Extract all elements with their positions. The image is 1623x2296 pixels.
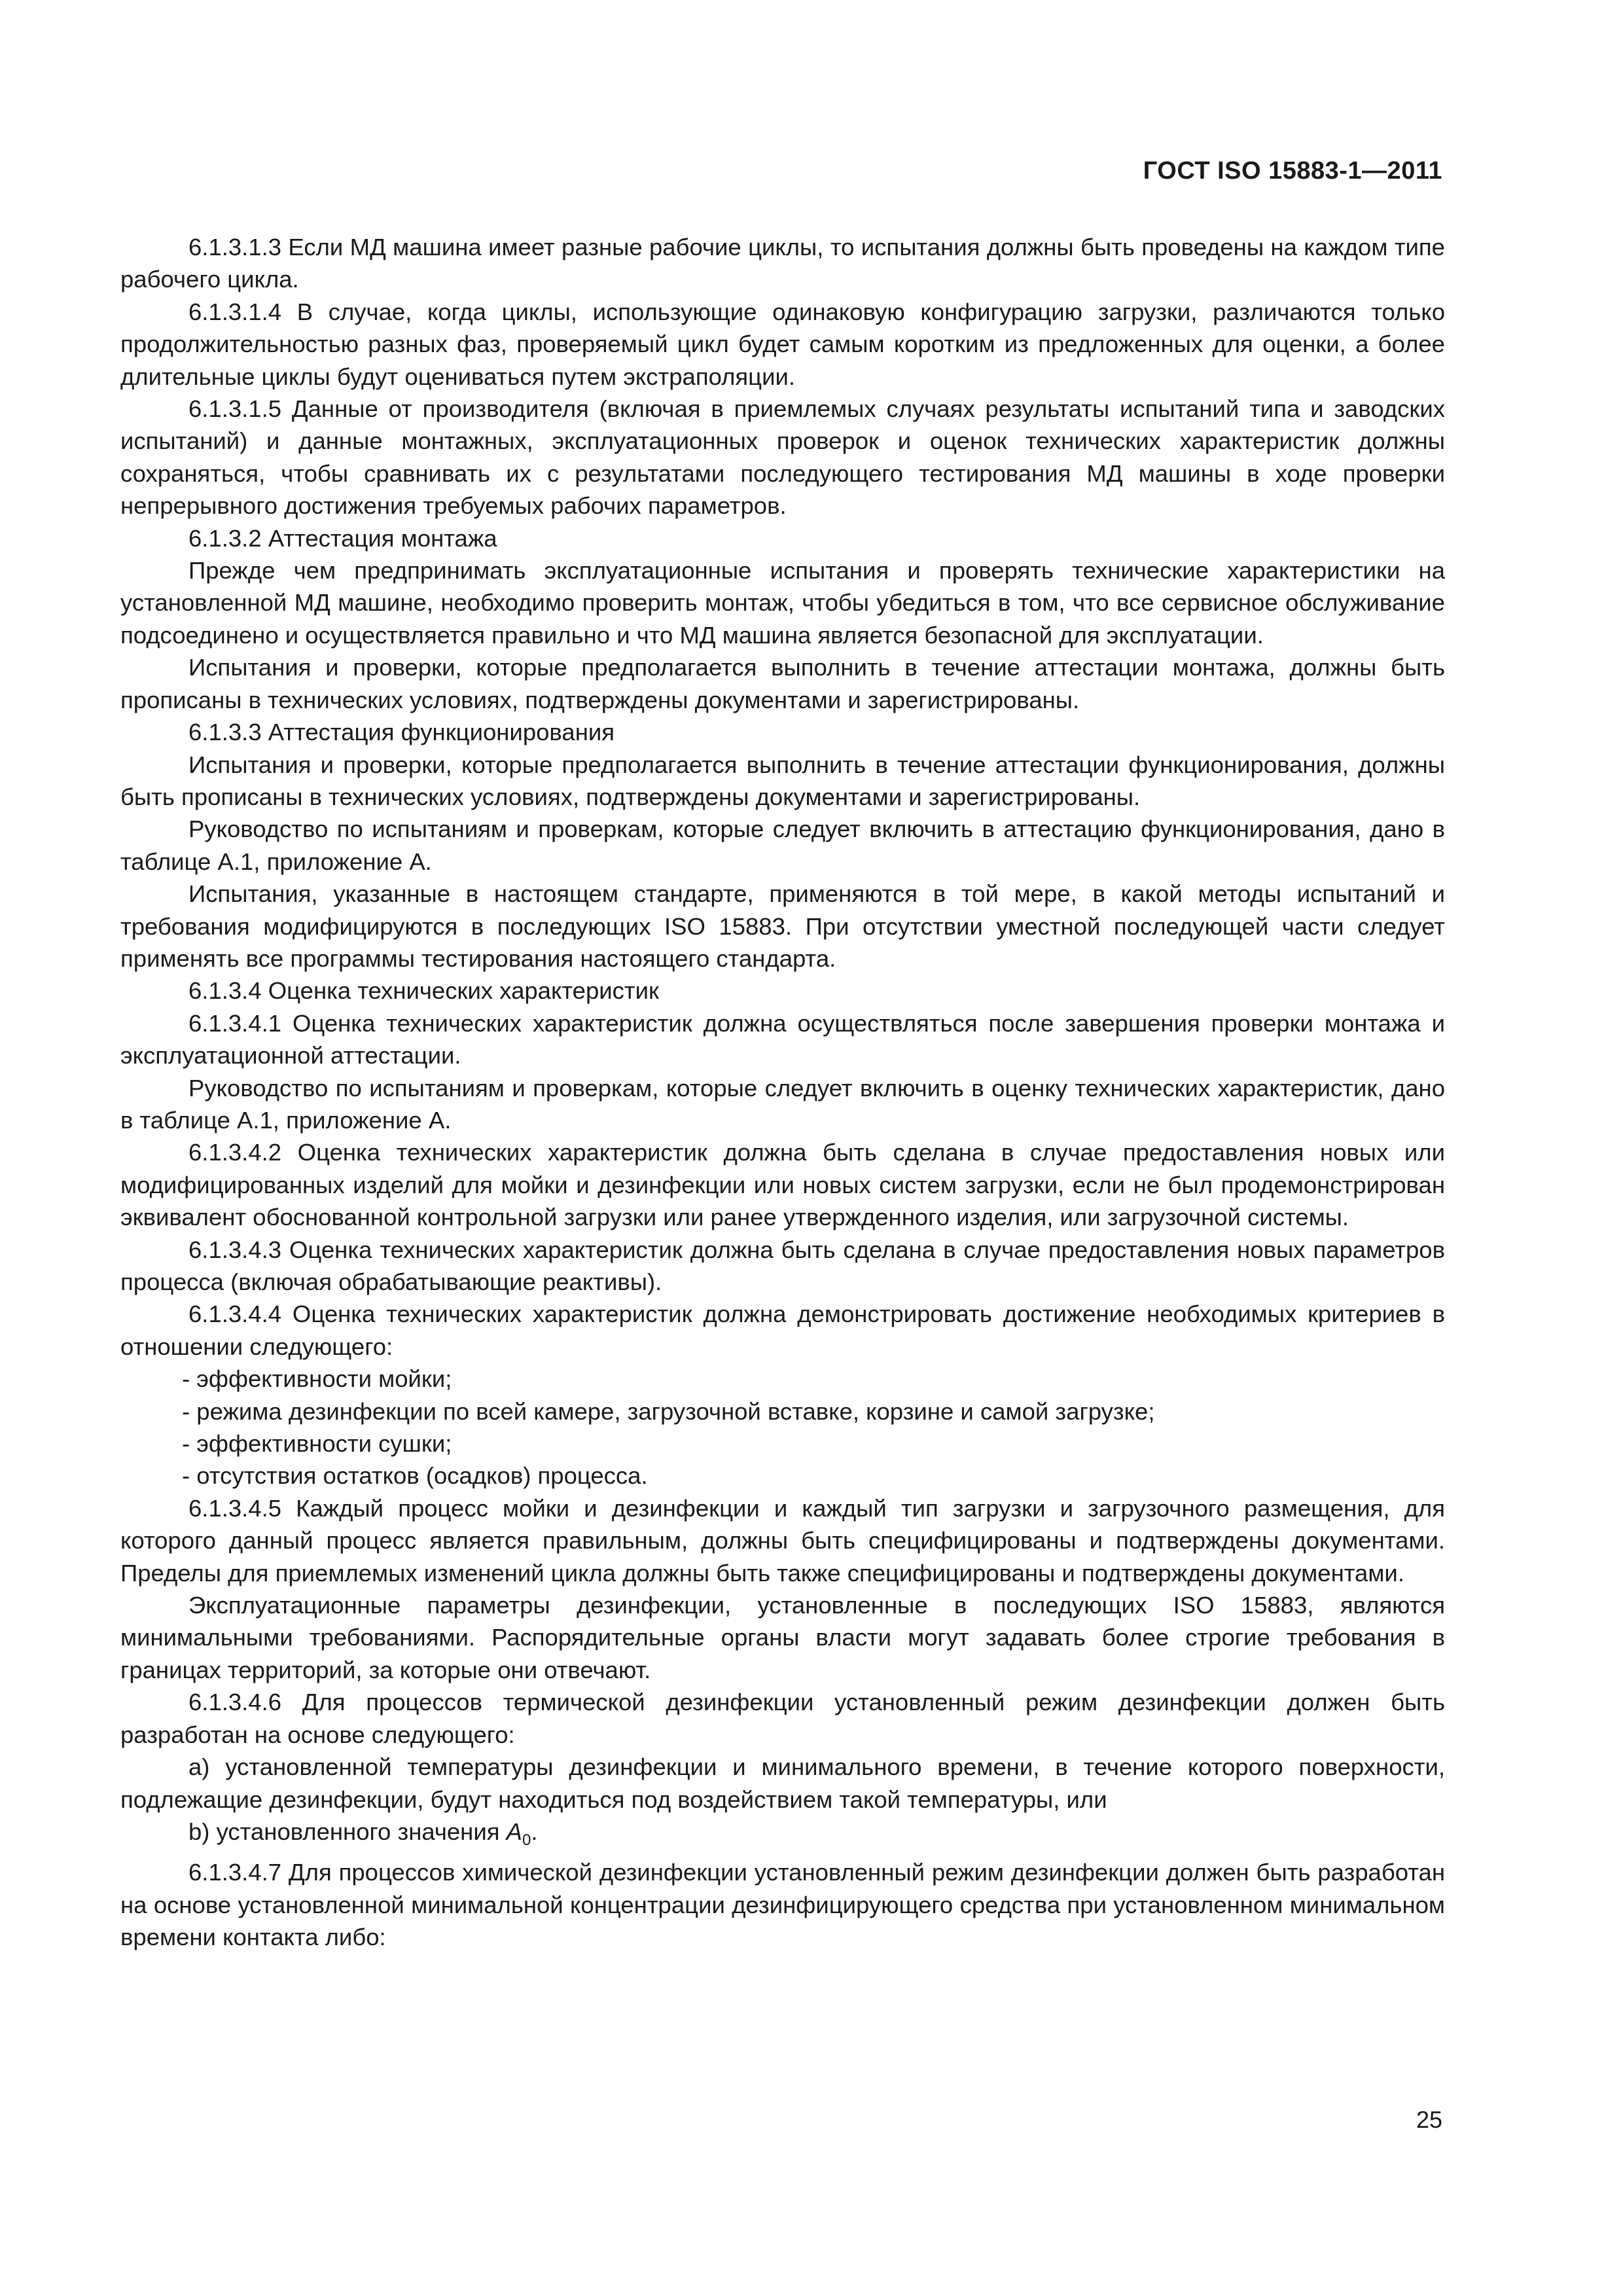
paragraph-installation-tests: Испытания и проверки, которые предполагается выполнить в течение аттестации монтажа, должны быть прописаны в технических условиях, подтверждены документами и зарегистрированы. — [120, 654, 1445, 713]
paragraph-installation-intro: Прежде чем предпринимать эксплуатационные испытания и проверять технические характеристики на установленной МД машине, необходимо проверить монтаж, чтобы убедиться в том, что все сервисное обслуживание подсоединено и осуществляется правильно и что МД машина является безопасной для эксплуатации. — [120, 557, 1445, 649]
paragraph-6-1-3-4-2: 6.1.3.4.2 Оценка технических характеристик должна быть сделана в случае предоставления новых или модифицированных изделий для мойки и дезинфекции или новых систем загрузки, если не был продемонстрирован эквивалент обоснованной контрольной загрузки или ранее утвержденного изделия, или загрузочной системы. — [120, 1139, 1445, 1231]
section-heading-6-1-3-3: 6.1.3.3 Аттестация функционирования — [188, 719, 615, 746]
paragraph-6-1-3-1-4: 6.1.3.1.4 В случае, когда циклы, использующие одинаковую конфигурацию загрузки, различаются только продолжительностью разных фаз, проверяемый цикл будет самым коротким из предложенных для оценки, а более длительные циклы будут оцениваться путем экстраполяции. — [120, 298, 1445, 390]
paragraph-6-1-3-1-5: 6.1.3.1.5 Данные от производителя (включая в приемлемых случаях результаты испытаний типа и заводских испытаний) и данные монтажных, эксплуатационных проверок и оценок технических характеристик должны сохраняться, чтобы сравнивать их с результатами последующего тестирования МД машины в ходе проверки непрерывного достижения требуемых рабочих параметров. — [120, 395, 1445, 520]
paragraph-operational-scope: Испытания, указанные в настоящем стандарте, применяются в той мере, в какой методы испытаний и требования модифицируются в последующих ISO 15883. При отсутствии уместной последующей части следует применять все программы тестирования настоящего стандарта. — [120, 880, 1445, 972]
list-item-disinfection: - режима дезинфекции по всей камере, загрузочной вставке, корзине и самой загрузке; — [182, 1397, 1155, 1425]
paragraph-6-1-3-4-7: 6.1.3.4.7 Для процессов химической дезинфекции установленный режим дезинфекции должен быть разработан на основе установленной минимальной концентрации дезинфицирующего средства при установленном минимальном времени контакта либо: — [120, 1859, 1445, 1951]
a0-symbol: A — [506, 1818, 522, 1845]
a0-subscript: 0 — [522, 1831, 531, 1849]
paragraph-6-1-3-4-1: 6.1.3.4.1 Оценка технических характеристик должна осуществляться после завершения проверки монтажа и эксплуатационной аттестации. — [120, 1009, 1445, 1069]
list-item-cleaning: - эффективности мойки; — [182, 1365, 452, 1393]
paragraph-6-1-3-4-3: 6.1.3.4.3 Оценка технических характеристик должна быть сделана в случае предоставления новых параметров процесса (включая обрабатывающие реактивы). — [120, 1236, 1445, 1295]
list-item-b-prefix: b) установленного значения — [188, 1818, 507, 1845]
paragraph-6-1-3-4-5: 6.1.3.4.5 Каждый процесс мойки и дезинфекции и каждый тип загрузки и загрузочного размещения, для которого данный процесс является правильным, должны быть специфицированы и подтверждены документами. Пределы для приемлемых изменений цикла должны быть также специфицированы и подтверждены документами. — [120, 1494, 1445, 1587]
section-heading-6-1-3-4: 6.1.3.4 Оценка технических характеристик — [188, 977, 659, 1005]
paragraph-6-1-3-1-3: 6.1.3.1.3 Если МД машина имеет разные рабочие циклы, то испытания должны быть проведены на каждом типе рабочего цикла. — [120, 234, 1445, 293]
list-item-residues: - отсутствия остатков (осадков) процесса. — [182, 1462, 648, 1490]
paragraph-disinfection-parameters: Эксплуатационные параметры дезинфекции, установленные в последующих ISO 15883, являются минимальными требованиями. Распорядительные органы власти могут задавать более строгие требования в границах территорий, за которые они отвечают. — [120, 1592, 1445, 1683]
list-item-a: а) установленной температуры дезинфекции и минимального времени, в течение которого поверхности, подлежащие дезинфекции, будут находиться под воздействием такой температуры, или — [120, 1753, 1445, 1813]
page-number: 25 — [1416, 2106, 1442, 2133]
list-item-b-suffix: . — [531, 1818, 538, 1845]
section-heading-6-1-3-2: 6.1.3.2 Аттестация монтажа — [188, 524, 497, 552]
paragraph-6-1-3-4-6: 6.1.3.4.6 Для процессов термической дезинфекции установленный режим дезинфекции должен быть разработан на основе следующего: — [120, 1689, 1445, 1748]
paragraph-operational-tests: Испытания и проверки, которые предполагается выполнить в течение аттестации функционирования, должны быть прописаны в технических условиях, подтверждены документами и зарегистрированы. — [120, 751, 1445, 810]
list-item-drying: - эффективности сушки; — [182, 1430, 452, 1458]
paragraph-6-1-3-4-4: 6.1.3.4.4 Оценка технических характеристик должна демонстрировать достижение необходимых критериев в отношении следующего: — [120, 1300, 1445, 1360]
paragraph-operational-guidance: Руководство по испытаниям и проверкам, которые следует включить в аттестацию функционирования, дано в таблице А.1, приложение А. — [120, 816, 1445, 875]
document-body — [120, 231, 1445, 1954]
list-item-b — [120, 1816, 1445, 1856]
paragraph-performance-guidance: Руководство по испытаниям и проверкам, которые следует включить в оценку технических характеристик, дано в таблице А.1, приложение А. — [120, 1074, 1445, 1134]
standard-header: ГОСТ ISO 15883-1—2011 — [1143, 157, 1442, 185]
